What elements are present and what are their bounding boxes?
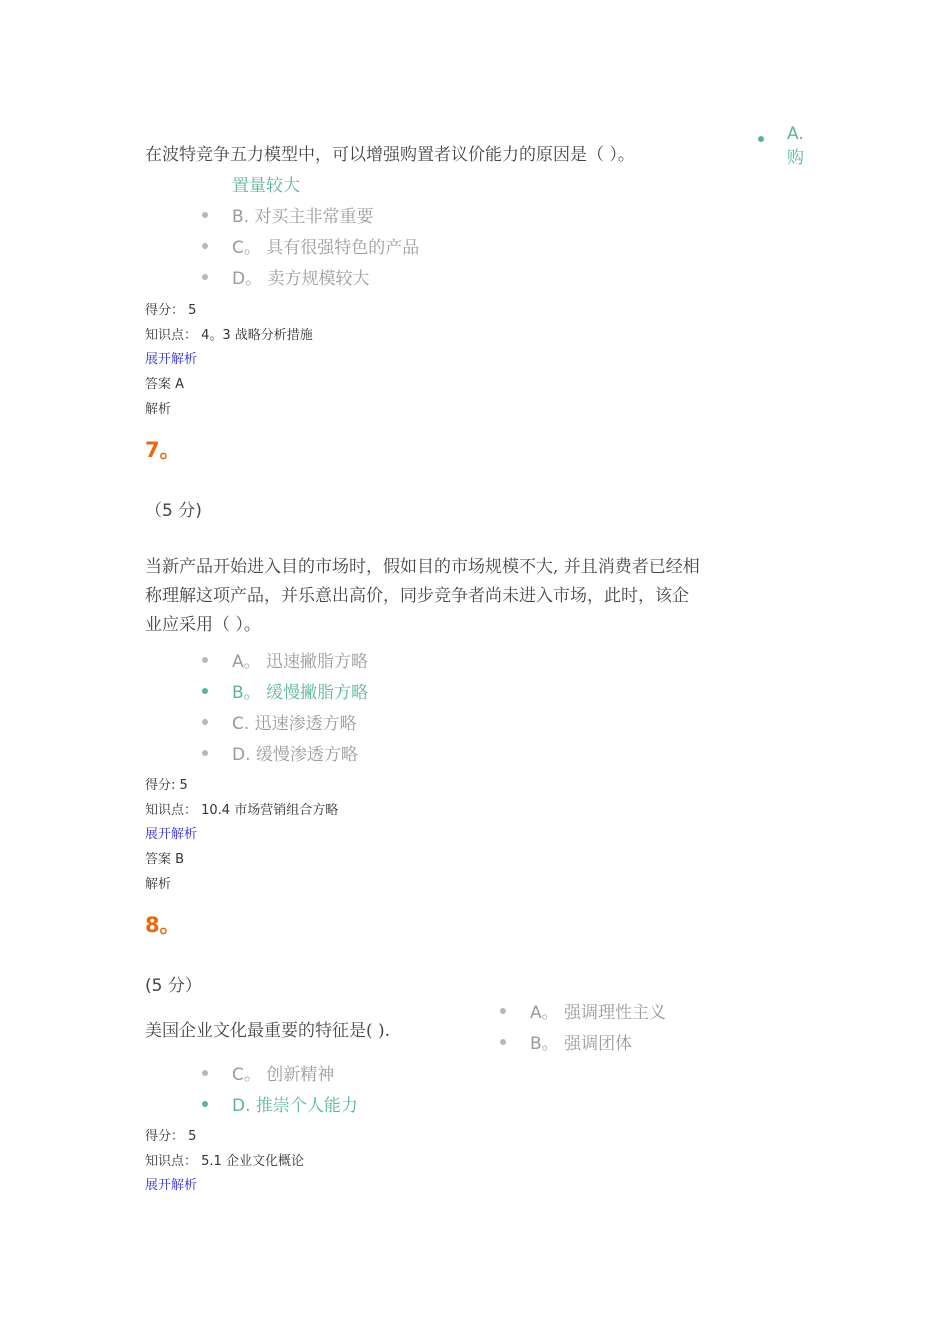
q6-option-a-continuation: 置量较大 (232, 176, 300, 196)
q8-knowledge-point: 知识点： 5.1 企业文化概论 (145, 1154, 304, 1169)
q7-score: 得分: 5 (145, 778, 188, 793)
q7-option-b[interactable]: B。 缓慢撇脂方略 (202, 678, 368, 709)
bullet-dot (202, 688, 208, 694)
q8-expand-analysis-link[interactable]: 展开解析 (145, 1178, 198, 1193)
q8-option-c[interactable]: C。 创新精神 (202, 1060, 334, 1091)
q8-option-a[interactable]: A。 强调理性主义 (500, 998, 666, 1029)
q7-analysis: 解析 (145, 877, 172, 892)
q6-option-a-label: A. (787, 124, 804, 144)
q6-option-c[interactable]: C。 具有很强特色的产品 (202, 233, 419, 264)
q7-option-d[interactable]: D. 缓慢渗透方略 (202, 740, 358, 771)
q8-score: 得分： 5 (145, 1129, 197, 1144)
q6-option-a-char: 购 (787, 148, 804, 168)
q8-points: (5 分） (145, 976, 202, 996)
q7-question-line-3: 业应采用（ ）。 (145, 615, 261, 635)
q8-option-b[interactable]: B。 强调团体 (500, 1029, 632, 1060)
bullet-dot (202, 1070, 208, 1076)
bullet-dot (202, 274, 208, 280)
q8-option-d[interactable]: D. 推崇个人能力 (202, 1091, 358, 1122)
q6-knowledge-point: 知识点： 4。3 战略分析措施 (145, 328, 313, 343)
q6-question-text: 在波特竞争五力模型中，可以增强购置者议价能力的原因是（ ）。 (145, 145, 635, 165)
bullet-dot (758, 136, 764, 142)
bullet-dot (202, 657, 208, 663)
q7-option-a[interactable]: A。 迅速撇脂方略 (202, 647, 368, 678)
q7-question-line-2: 称理解这项产品，并乐意出高价，同步竞争者尚未进入市场，此时，该企 (145, 586, 689, 606)
q6-score: 得分： 5 (145, 303, 197, 318)
bullet-dot (202, 212, 208, 218)
q7-question-line-1: 当新产品开始进入目的市场时，假如目的市场规模不大, 并且消费者已经相 (145, 557, 700, 577)
q7-question-text (145, 553, 700, 640)
q7-option-c[interactable]: C. 迅速渗透方略 (202, 709, 357, 740)
q6-option-b[interactable]: B. 对买主非常重要 (202, 202, 373, 233)
bullet-dot (500, 1008, 506, 1014)
q6-option-d[interactable]: D。 卖方规模较大 (202, 264, 370, 295)
bullet-dot (202, 719, 208, 725)
bullet-dot (202, 750, 208, 756)
bullet-dot (500, 1039, 506, 1045)
q7-answer: 答案 B (145, 852, 185, 867)
q8-number: 8。 (145, 913, 181, 937)
q7-points: （5 分) (145, 501, 202, 521)
q8-question-text: 美国企业文化最重要的特征是( ). (145, 1021, 391, 1041)
q7-knowledge-point: 知识点： 10.4 市场营销组合方略 (145, 803, 339, 818)
q6-expand-analysis-link[interactable]: 展开解析 (145, 352, 198, 367)
q7-expand-analysis-link[interactable]: 展开解析 (145, 827, 198, 842)
bullet-dot (202, 1101, 208, 1107)
q7-number: 7。 (145, 438, 181, 462)
q6-answer: 答案 A (145, 377, 185, 392)
bullet-dot (202, 243, 208, 249)
q6-analysis: 解析 (145, 402, 172, 417)
